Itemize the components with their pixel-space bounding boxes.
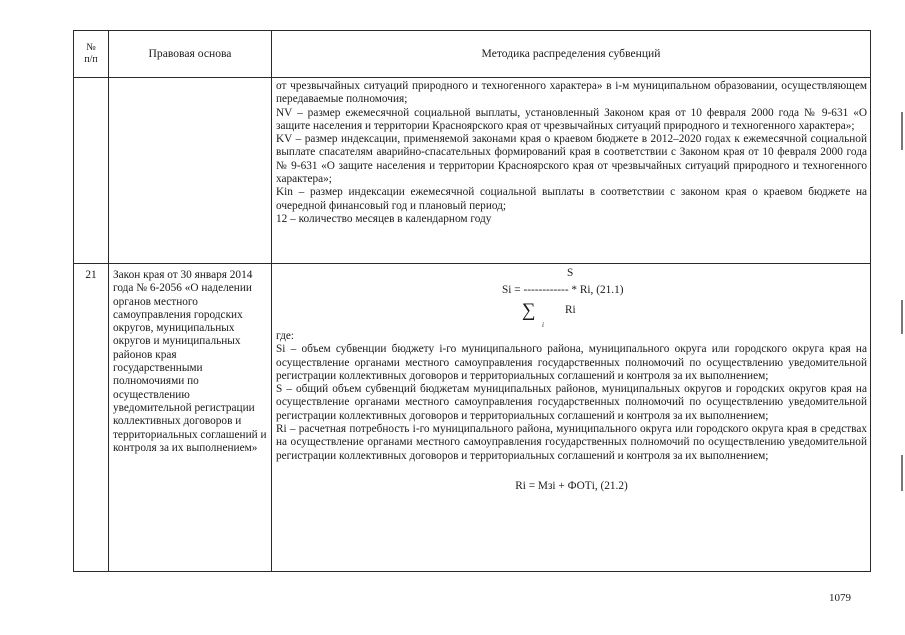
definition-paragraph: Si – объем субвенции бюджету i-го муниципального района, муниципального округа или городского округа края на осуществление органами местного самоуправления государственных полномочий по осуществлению уведомительной регистрации коллективных договоров и территориальных соглашений и контроля за их выполнением; xyxy=(276,343,867,382)
header-method: Методика распределения субвенций xyxy=(272,31,871,78)
table-row-21 xyxy=(74,264,871,572)
sum-index: i xyxy=(542,321,544,329)
continuation-paragraph: KV – размер индексации, применяемой законами края о краевом бюджете в 2012–2020 годах к ежемесячной социальной выплате спасателям аварийно-спасательных формирований края в соответствии с Законом края от 10 февраля 2000 года № 9-631 «О защите населения и территории Красноярского края от чрезвычайных ситуаций природного и техногенного характера»; xyxy=(276,133,867,186)
header-legal-basis: Правовая основа xyxy=(109,31,272,78)
row-number: 21 xyxy=(74,264,109,572)
continuation-basis-cell xyxy=(109,78,272,264)
sum-symbol: ∑ xyxy=(522,300,536,321)
definition-paragraph: S – общий объем субвенций бюджетам муниципальных районов, муниципальных округов и городских округов края на осуществление органами местного самоуправления государственных полномочий по осуществлению уведомительной регистрации коллективных договоров и территориальных соглашений и контроля за их выполнением; xyxy=(276,383,867,422)
scan-edge-mark xyxy=(901,455,903,491)
continuation-paragraph: 12 – количество месяцев в календарном году xyxy=(276,212,492,225)
scan-edge-mark xyxy=(901,112,903,150)
distribution-table xyxy=(73,30,871,572)
row-legal-basis: Закон края от 30 января 2014 года № 6-2056 «О наделении органов местного самоуправления городских округов, муниципальных округов и муниципальных районов края государственными полномочиями по осуществлению уведомительной регистрации коллективных договоров и территориальных соглашений и контроля за их выполнением» xyxy=(109,264,272,572)
definition-paragraph: Ri – расчетная потребность i-го муниципального района, муниципального округа или городского округа края в средствах на осуществление органами местного самоуправления государственных полномочий по осуществлению уведомительной регистрации коллективных договоров и территориальных соглашений и контроля за их выполнением; xyxy=(276,423,867,462)
row-method-cell xyxy=(272,264,871,572)
table-row-continuation xyxy=(74,78,871,264)
table-header-row xyxy=(74,31,871,78)
where-label: где: xyxy=(276,330,294,342)
formula-main-line: Si = ------------ * Ri, (21.1) xyxy=(502,284,624,296)
page-number: 1079 xyxy=(829,592,851,604)
continuation-number-cell xyxy=(74,78,109,264)
formula-21-2: Ri = Мзi + ФОТi, (21.2) xyxy=(515,479,628,492)
continuation-paragraph: Kin – размер индексации ежемесячной социальной выплаты в соответствии с законом края о краевом бюджете на очередной финансовый год и плановый период; xyxy=(276,186,867,212)
continuation-paragraph: NV – размер ежемесячной социальной выплаты, установленный Законом края от 10 февраля 2000 года № 9-631 «О защите населения и территории Красноярского края от чрезвычайных ситуаций природного и техногенного характера»; xyxy=(276,106,867,132)
header-number-abbrev: п/п xyxy=(84,54,98,65)
formula-21-1 xyxy=(276,264,867,330)
header-number-sign: № xyxy=(86,42,96,53)
continuation-paragraph: от чрезвычайных ситуаций природного и техногенного характера» в i-м муниципальном образовании, осуществляющем передаваемые полномочия; xyxy=(276,80,867,106)
continuation-method-cell xyxy=(272,78,871,264)
formula-denominator: Ri xyxy=(565,304,576,316)
formula-numerator: S xyxy=(567,267,574,279)
scan-edge-mark xyxy=(901,300,903,334)
header-number-cell xyxy=(74,31,109,78)
